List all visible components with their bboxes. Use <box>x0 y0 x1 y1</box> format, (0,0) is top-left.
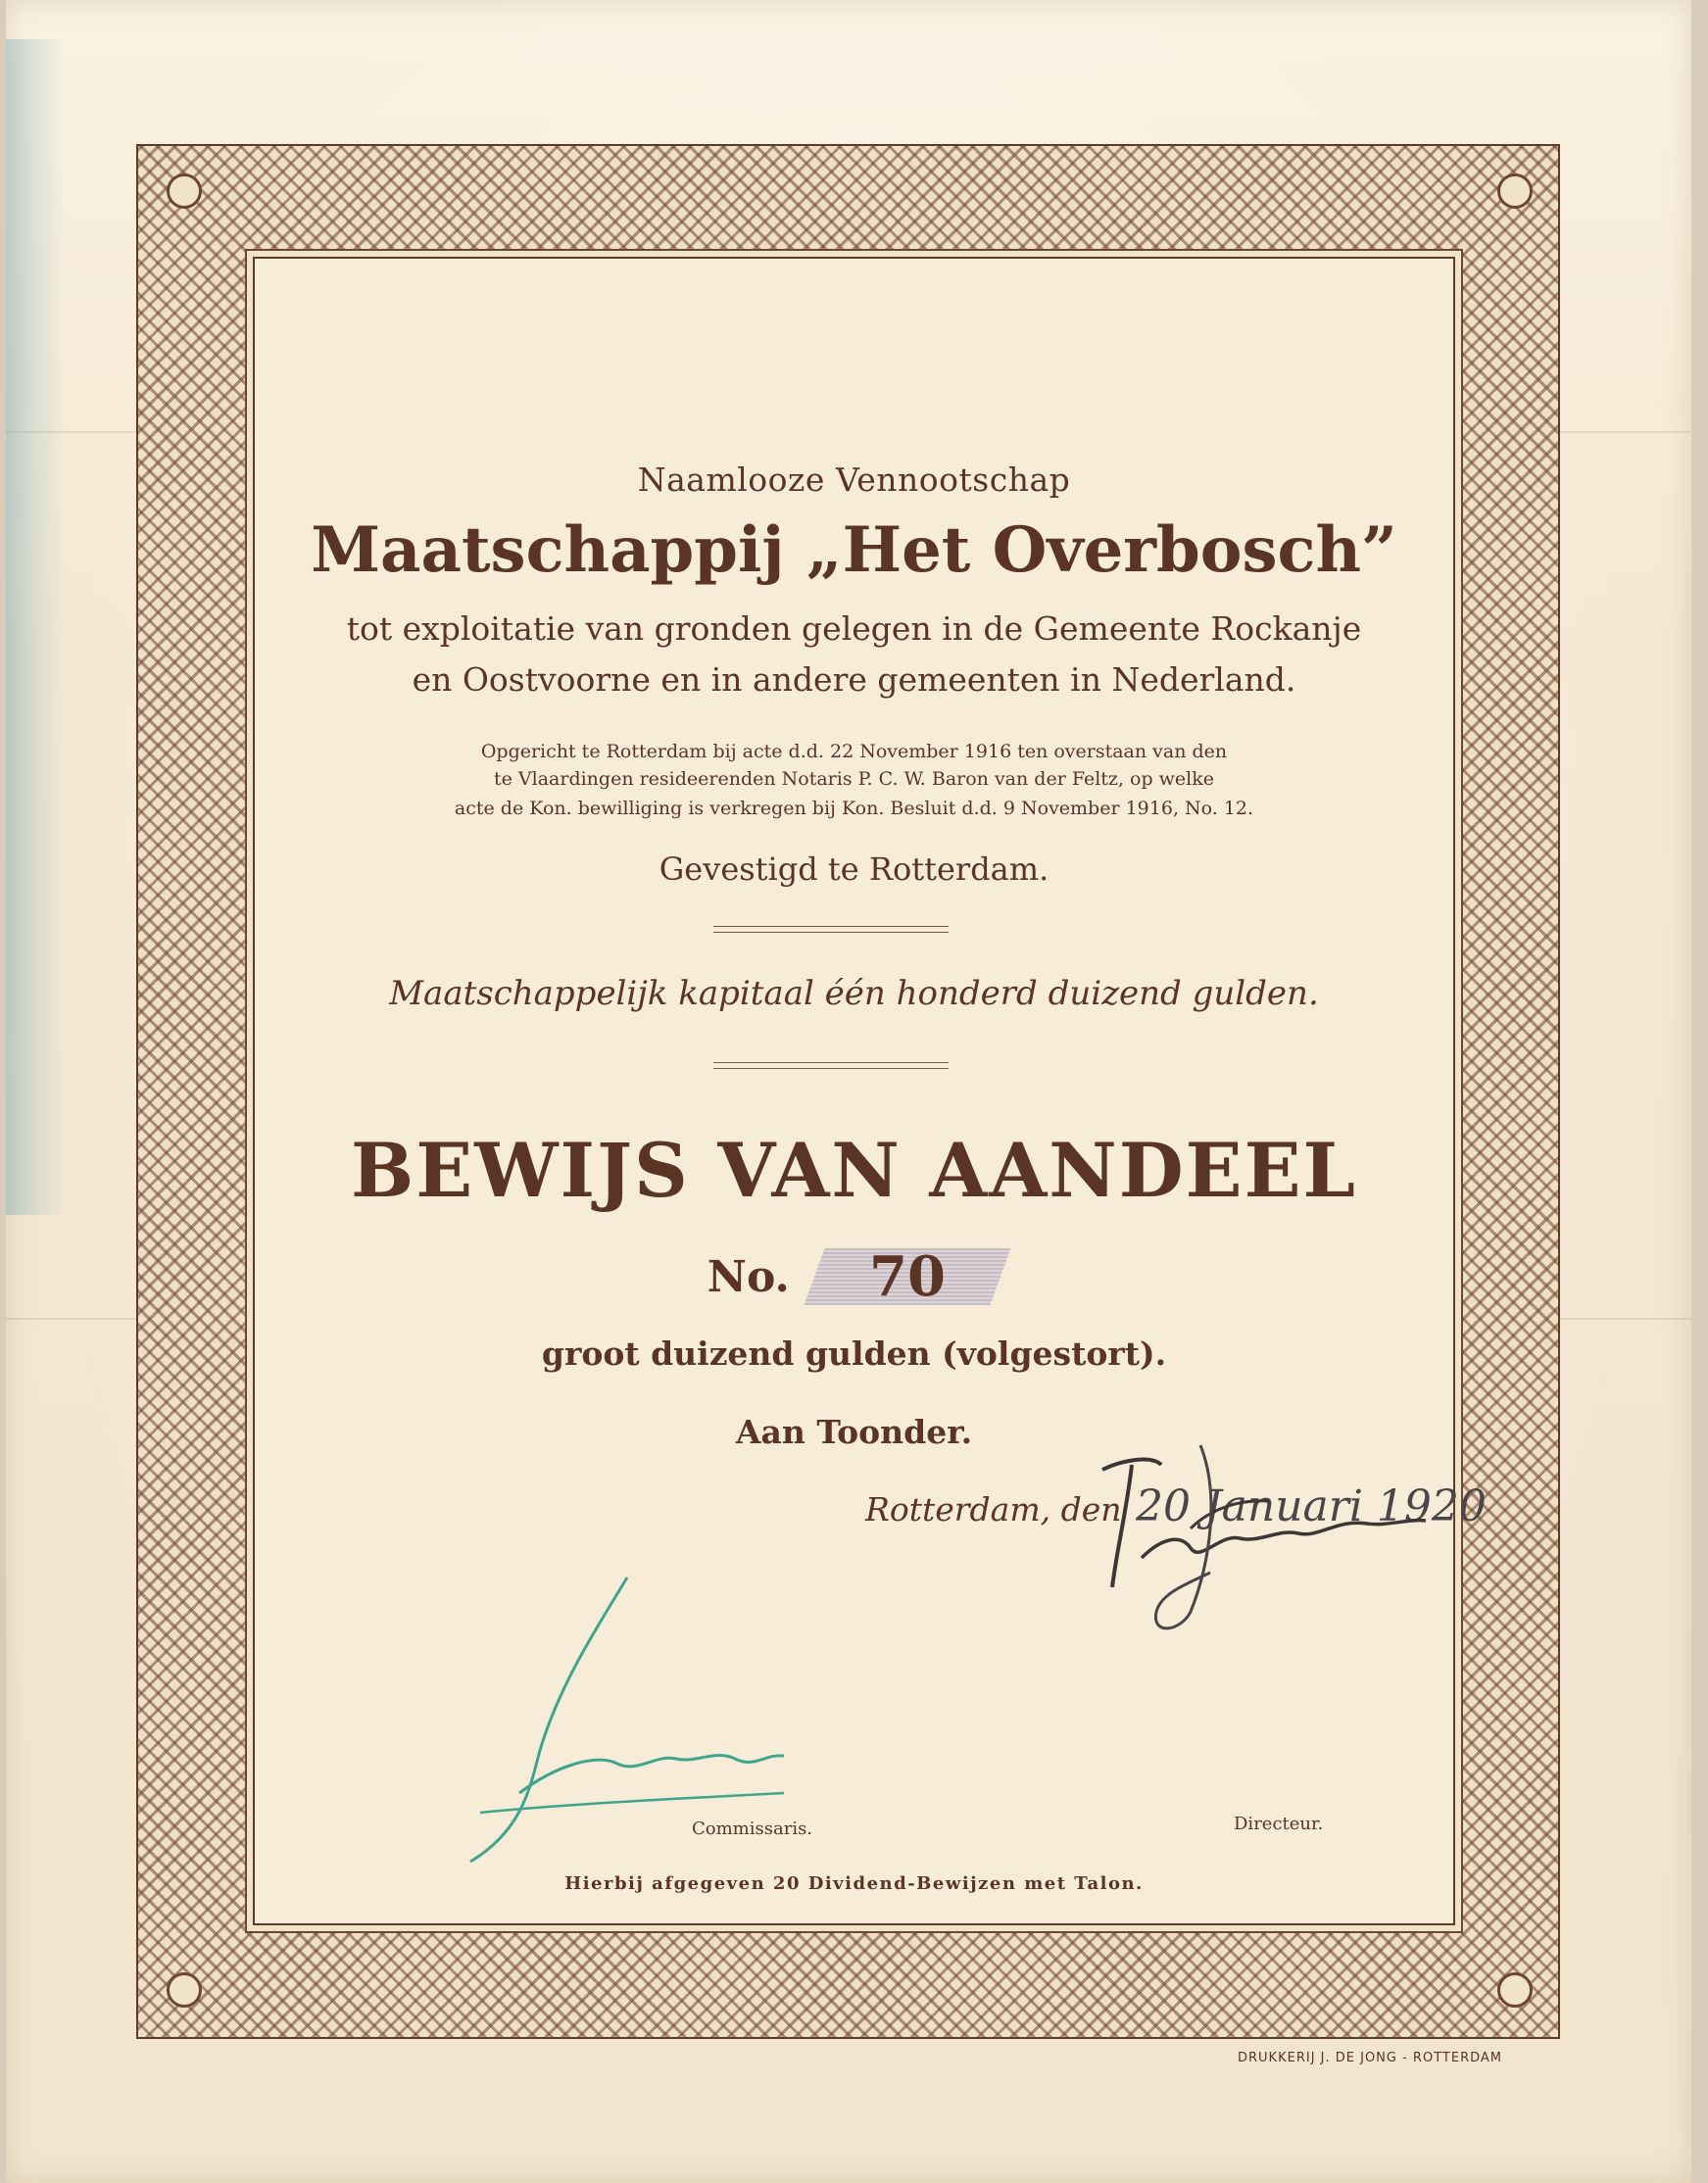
handwritten-date-flourish <box>1132 1435 1249 1641</box>
purpose-line-1: tot exploitatie van gronden gelegen in de Gemeente Rockanje <box>346 609 1362 648</box>
paper-stain <box>6 39 65 1215</box>
purpose-line-2: en Oostvoorne en in andere gemeenten in Nederland. <box>412 660 1296 699</box>
corner-ornament-icon <box>167 1972 202 2008</box>
certificate-number: 70 <box>869 1244 947 1309</box>
divider <box>713 926 949 933</box>
founding-line-3: acte de Kon. bewilliging is verkregen bij Kon. Besluit d.d. 9 November 1916, No. 12. <box>454 798 1254 819</box>
place-text: Rotterdam, den <box>865 1490 1122 1528</box>
amount: groot duizend gulden (volgestort). <box>541 1334 1167 1373</box>
number-label: No. <box>707 1251 790 1302</box>
commissaris-signature <box>461 1568 794 1881</box>
printer-imprint: DRUKKERIJ J. DE JONG - ROTTERDAM <box>1238 2051 1502 2065</box>
company-form: Naamlooze Vennootschap <box>637 461 1071 499</box>
directeur-label: Directeur. <box>1234 1814 1324 1834</box>
certificate-title: BEWIJS VAN AANDEEL <box>351 1127 1357 1214</box>
company-name: Maatschappij „Het Overbosch” <box>311 513 1397 587</box>
dividend-note: Hierbij afgegeven 20 Dividend-Bewijzen met Talon. <box>564 1873 1144 1894</box>
certificate-number-row <box>253 1244 1455 1309</box>
certificate-inner-panel <box>253 257 1455 1925</box>
founding-line-1: Opgericht te Rotterdam bij acte d.d. 22 November 1916 ten overstaan van den <box>480 741 1228 762</box>
corner-ornament-icon <box>167 173 202 209</box>
founding-line-2: te Vlaardingen resideerenden Notaris P. C. W. Baron van der Feltz, op welke <box>493 768 1214 790</box>
divider <box>713 1062 949 1069</box>
number-box <box>805 1244 1011 1309</box>
corner-ornament-icon <box>1497 1972 1533 2008</box>
capital: Maatschappelijk kapitaal één honderd duizend gulden. <box>389 974 1319 1013</box>
commissaris-label: Commissaris. <box>692 1819 813 1839</box>
bearer: Aan Toonder. <box>735 1413 973 1451</box>
seat: Gevestigd te Rotterdam. <box>659 850 1049 888</box>
handwritten-date: 20 Januari 1920 <box>1136 1481 1487 1531</box>
corner-ornament-icon <box>1497 173 1533 209</box>
